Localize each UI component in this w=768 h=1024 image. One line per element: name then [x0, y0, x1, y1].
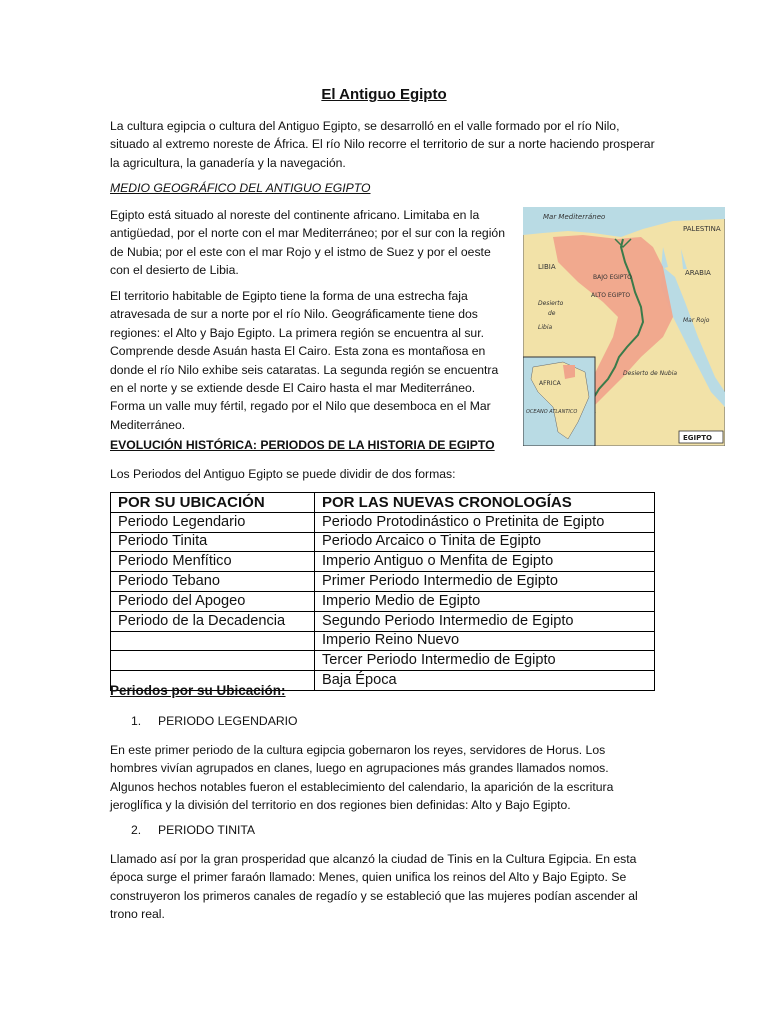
map-label-palestina: PALESTINA [683, 225, 721, 233]
map-label-arabia: ARABIA [685, 269, 711, 277]
table-header-ubicacion: POR SU UBICACIÓN [111, 493, 315, 513]
table-row [111, 532, 655, 552]
periodos-intro: Los Periodos del Antiguo Egipto se puede dividir de dos formas: [110, 467, 456, 481]
table-cell: Imperio Antiguo o Menfita de Egipto [315, 552, 655, 572]
list-number: 2. [131, 823, 142, 837]
table-cell: Periodo Protodinástico o Pretinita de Egipto [315, 512, 655, 532]
geografia-paragraph-1: Egipto está situado al noreste del continente africano. Limitaba en la antigüedad, por el norte con el mar Mediterráneo; por el sur con la región de Nubia; por el este con el mar Rojo y el istmo de Suez y por el oeste con el desierto de Libia. [110, 208, 505, 278]
geografia-paragraph-2: El territorio habitable de Egipto tiene la forma de una estrecha faja atravesada de sur a norte por el río Nilo. Geográficamente tiene dos regiones: el Alto y Bajo Egipto. La primera región se encuentra al sur. Comprende desde Asuán hasta El Cairo. Esta zona es montañosa en donde el río Nilo exhibe seis cataratas. La segunda región se encuentra en el norte y se extiende desde El Cairo hasta el mar Mediterráneo. Forma un valle muy fértil, regado por el Nilo que desemboca en el Mar Mediterráneo. [110, 289, 499, 432]
table-cell: Periodo Arcaico o Tinita de Egipto [315, 532, 655, 552]
table-cell: Periodo Tebano [111, 572, 315, 592]
tinita-paragraph: Llamado así por la gran prosperidad que alcanzó la ciudad de Tinis en la Cultura Egipcia. En esta época surge el primer faraón llamado: Menes, quien unifica los reinos del Alto y Bajo Egipto. Se construyeron los primeros canales de regadío y se estableció que las mujeres podían ascender al trono real. [110, 852, 638, 922]
map-label-mar-rojo: Mar Rojo [683, 317, 710, 324]
table-cell: Segundo Periodo Intermedio de Egipto [315, 611, 655, 631]
map-label-bajo-egipto: BAJO EGIPTO [593, 274, 632, 281]
map-label-de: de [548, 310, 556, 317]
map-label-desierto-nubia: Desierto de Nubia [623, 370, 678, 377]
map-label-desierto: Desierto [538, 300, 564, 307]
periods-table [110, 492, 655, 691]
table-cell: Imperio Reino Nuevo [315, 631, 655, 651]
table-cell: Periodo Legendario [111, 512, 315, 532]
map-label-libia-desierto: Libia [538, 324, 553, 331]
document-title: El Antiguo Egipto [321, 86, 447, 103]
table-row [111, 591, 655, 611]
egypt-map-image [523, 207, 725, 446]
map-label-mediterraneo: Mar Mediterráneo [543, 213, 606, 221]
table-row [111, 512, 655, 532]
list-number: 1. [131, 714, 142, 728]
map-label-africa: AFRICA [539, 380, 561, 387]
list-title: PERIODO TINITA [158, 823, 256, 837]
table-cell [111, 651, 315, 671]
table-cell: Baja Época [315, 671, 655, 691]
table-row [111, 611, 655, 631]
map-label-oceano: OCEANO ATLANTICO [526, 409, 578, 415]
table-header-row [111, 493, 655, 513]
table-cell: Imperio Medio de Egipto [315, 591, 655, 611]
table-cell: Primer Periodo Intermedio de Egipto [315, 572, 655, 592]
table-row [111, 631, 655, 651]
section-heading-evolucion: EVOLUCIÓN HISTÓRICA: PERIODOS DE LA HISTORIA DE EGIPTO [110, 438, 495, 452]
map-label-libia: LIBIA [538, 263, 556, 271]
table-cell: Periodo del Apogeo [111, 591, 315, 611]
table-cell: Periodo Menfítico [111, 552, 315, 572]
section-heading-ubicacion: Periodos por su Ubicación: [110, 683, 286, 698]
list-title: PERIODO LEGENDARIO [158, 714, 298, 728]
table-row [111, 572, 655, 592]
table-cell: Periodo de la Decadencia [111, 611, 315, 631]
table-row [111, 651, 655, 671]
table-cell [111, 631, 315, 651]
list-item-tinita [131, 823, 255, 837]
table-header-cronologias: POR LAS NUEVAS CRONOLOGÍAS [315, 493, 655, 513]
intro-paragraph: La cultura egipcia o cultura del Antiguo Egipto, se desarrolló en el valle formado por el río Nilo, situado al extremo noreste de África. El río Nilo recorre el territorio de sur a norte haciendo prosperar la agricultura, la ganadería y la navegación. [110, 119, 655, 170]
table-cell: Periodo Tinita [111, 532, 315, 552]
list-item-legendario [131, 714, 298, 728]
legendario-paragraph: En este primer periodo de la cultura egipcia gobernaron los reyes, servidores de Horus. Los hombres vivían agrupados en clanes, luego en agrupaciones más grandes llamados nomos. Algunos hechos notables fueron el establecimiento del calendario, la aparición de la escritura jeroglífica y la división del territorio en dos regiones bien definidas: Alto y Bajo Egipto. [110, 743, 614, 813]
table-cell: Tercer Periodo Intermedio de Egipto [315, 651, 655, 671]
map-title-egipto: EGIPTO [683, 434, 712, 442]
table-row [111, 552, 655, 572]
map-label-alto-egipto: ALTO EGIPTO [591, 292, 631, 299]
section-heading-geografia: MEDIO GEOGRÁFICO DEL ANTIGUO EGIPTO [110, 181, 371, 195]
